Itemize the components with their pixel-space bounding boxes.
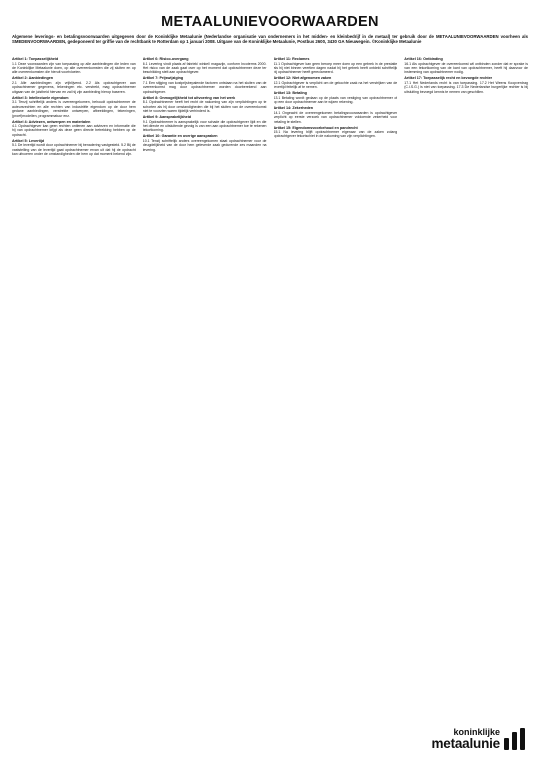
article-heading: Artikel 11: Reclames <box>273 57 310 61</box>
article-text: 2.1 Alle aanbiedingen zijn vrijblijvend. 2.2 Als opdrachtgever aan opdrachtnemer gegevens, tekeningen etc. verstrekt, mag opdrachtnemer uitgaan van de juistheid hiervan en zal hij zijn aanbieding hierop baseren. <box>12 80 136 94</box>
article-heading: Artikel 4: Adviezen, ontwerpen en materialen <box>12 119 91 124</box>
article-heading: Artikel 5: Levertijd <box>12 138 45 143</box>
article-heading: Artikel 15: Eigendomsvoorbehoud en pandrecht <box>273 125 358 130</box>
article-text: 17.1 Het Nederlands recht is van toepassing. 17.2 Het Weens Koopverdrag (C.I.S.G.) is niet van toepassing. 17.3 De Nederlandse burgerlijke rechter is bij uitsluiting bevoegd kennis te nemen van geschillen. <box>404 80 528 94</box>
logo-line-1: koninklijke <box>453 726 500 737</box>
article <box>143 134 267 152</box>
article <box>274 91 398 104</box>
article <box>274 76 398 89</box>
document-title: METAALUNIEVOORWAARDEN <box>161 14 379 30</box>
column-3 <box>274 57 398 729</box>
article-heading: Artikel 13: Betaling <box>273 91 307 96</box>
article-heading: Artikel 10: Garantie en overige aanspraken <box>142 134 218 139</box>
article <box>143 115 267 133</box>
article-text: 7.1 Een stijging van kostprijsbepalende factoren ontstaan na het sluiten van de overeenkomst mag door opdrachtnemer worden doorberekend aan opdrachtgever. <box>142 80 267 94</box>
article-heading: Artikel 17: Toepasselijk recht en bevoegde rechter <box>404 76 493 81</box>
article <box>12 96 136 118</box>
article-heading: Artikel 7: Prijswijziging <box>142 76 184 81</box>
article-text: 6.1 Levering vindt plaats af fabriek/ winkel/ magazijn, conform Incoterms 2000. Het risico van de zaak gaat over op het moment dat opdrachtnemer deze ter beschikking stelt aan opdrachtgever. <box>142 61 267 75</box>
article-text: 3.1 Tenzij schriftelijk anders is overeengekomen, behoudt opdrachtnemer de auteursrechten en alle rechten van industriële eigendom op de door hem gedane aanbiedingen, verstrekte ontwerpen, afbeeldingen, tekeningen, (proef)modellen, programmatuur enz. <box>12 100 136 118</box>
article-text: 15.1 Na levering blijft opdrachtnemer eigenaar van de zaken zolang opdrachtgever tekortschiet in de nakoming van zijn verplichtingen. <box>273 130 398 139</box>
article-heading: Artikel 8: Onmogelijkheid tot uitvoering van het werk <box>142 95 236 100</box>
article-heading: Artikel 12: Niet afgenomen zaken <box>273 76 332 81</box>
article-text: 16.1 Als opdrachtgever de overeenkomst wil ontbinden zonder dat er sprake is van een tekortkoming van de kant van opdrachtnemer, heeft hij daarvoor de instemming van opdrachtnemer nodig. <box>404 61 528 75</box>
article-text: 13.1 Betaling wordt gedaan op de plaats van vestiging van opdrachtnemer of op een door opdrachtnemer aan te wijzen rekening. <box>273 95 398 105</box>
logo-mark-icon <box>504 728 526 750</box>
article <box>12 139 136 157</box>
article <box>274 106 398 124</box>
article <box>404 57 528 75</box>
article-heading: Artikel 14: Zekerheden <box>273 106 314 111</box>
article <box>12 120 136 138</box>
article <box>274 126 398 139</box>
article-text: 1.1 Deze voorwaarden zijn van toepassing op alle aanbiedingen die leden van de Koninklijke Metaalunie doen, op alle overeenkomsten die zij sluiten en op alle overeenkomsten die hieruit voortvloeien. <box>12 61 136 75</box>
article <box>274 57 398 75</box>
article <box>143 96 267 114</box>
article-text: 9.1 Opdrachtnemer is aansprakelijk voor schade die opdrachtgever lijdt en die het directe en uitsluitende gevolg is van een aan opdrachtnemer toe te rekenen tekortkoming. <box>142 119 267 133</box>
article-heading: Artikel 6: Risico-overgang <box>142 57 189 61</box>
article <box>12 76 136 94</box>
article-text: 12.1 Opdrachtgever is verplicht om de gekochte zaak na het verstrijken van de levertijd feitelijk af te nemen. <box>273 80 398 90</box>
article <box>12 57 136 75</box>
logo-line-2: metaalunie <box>431 735 500 751</box>
article-text: 8.1 Opdrachtnemer heeft het recht de nakoming van zijn verplichtingen op te schorten als hij door omstandigheden die bij het sluiten van de overeenkomst niet te voorzien waren tijdelijk verhinderd is. <box>142 100 267 114</box>
column-2 <box>143 57 267 729</box>
article-heading: Artikel 1: Toepasselijkheid <box>12 57 59 61</box>
article-text: 5.1 De levertijd wordt door opdrachtnemer bij benadering vastgesteld. 5.2 Bij de vaststelling van de levertijd gaat opdrachtnemer ervan uit dat hij de opdracht kan uitvoeren onder de omstandigheden die hem op dat moment bekend zijn. <box>12 143 136 157</box>
article-text: 4.1 Opdrachtgever kan geen rechten ontlenen aan adviezen en informatie die hij van opdrachtnemer krijgt als deze geen directe betrekking hebben op de opdracht. <box>12 124 136 137</box>
intro-paragraph: Algemene leverings- en betalingsvoorwaarden uitgegeven door de Koninklijke Metaalunie (Nederlandse organisatie van ondernemers in het midden- en kleinbedrijf in de metaal) ter gebruik door de METAALUNIEVOORWAARDEN voorheen als SMEDENVOORWAARDEN, gedeponeerd ter griffie van de rechtbank te Rotterdam op 1 januari 2008. Uitgave van de Koninklijke Metaalunie, Postbus 2600, 3430 GA Nieuwegein. ©Koninklijke Metaalunie <box>12 34 528 45</box>
article <box>404 76 528 94</box>
article <box>143 57 267 75</box>
metaalunie-logo <box>431 728 526 751</box>
article <box>143 76 267 94</box>
column-1 <box>12 57 136 729</box>
article-text: 10.1 Tenzij schriftelijk anders overeengekomen staat opdrachtnemer voor de deugdelijkheid van de door hem geleverde zaak gedurende zes maanden na levering. <box>142 138 267 152</box>
article-heading: Artikel 3: Intellectuele eigendom <box>12 95 69 100</box>
article-heading: Artikel 16: Ontbinding <box>404 57 443 61</box>
article-heading: Artikel 9: Aansprakelijkheid <box>142 115 191 120</box>
article-heading: Artikel 2: Aanbiedingen <box>12 76 54 81</box>
article-columns <box>12 57 528 729</box>
column-4 <box>404 57 528 729</box>
article-text: 14.1 Ongeacht de overeengekomen betalingsvoorwaarden is opdrachtgever verplicht op eerste verzoek van opdrachtnemer voldoende zekerheid voor betaling te stellen. <box>273 110 398 124</box>
article-text: 11.1 Opdrachtgever kan geen beroep meer doen op een gebrek in de prestatie als hij niet binnen veertien dagen nadat hij het gebrek heeft ontdekt schriftelijk bij opdrachtnemer heeft gereclameerd. <box>273 61 398 75</box>
